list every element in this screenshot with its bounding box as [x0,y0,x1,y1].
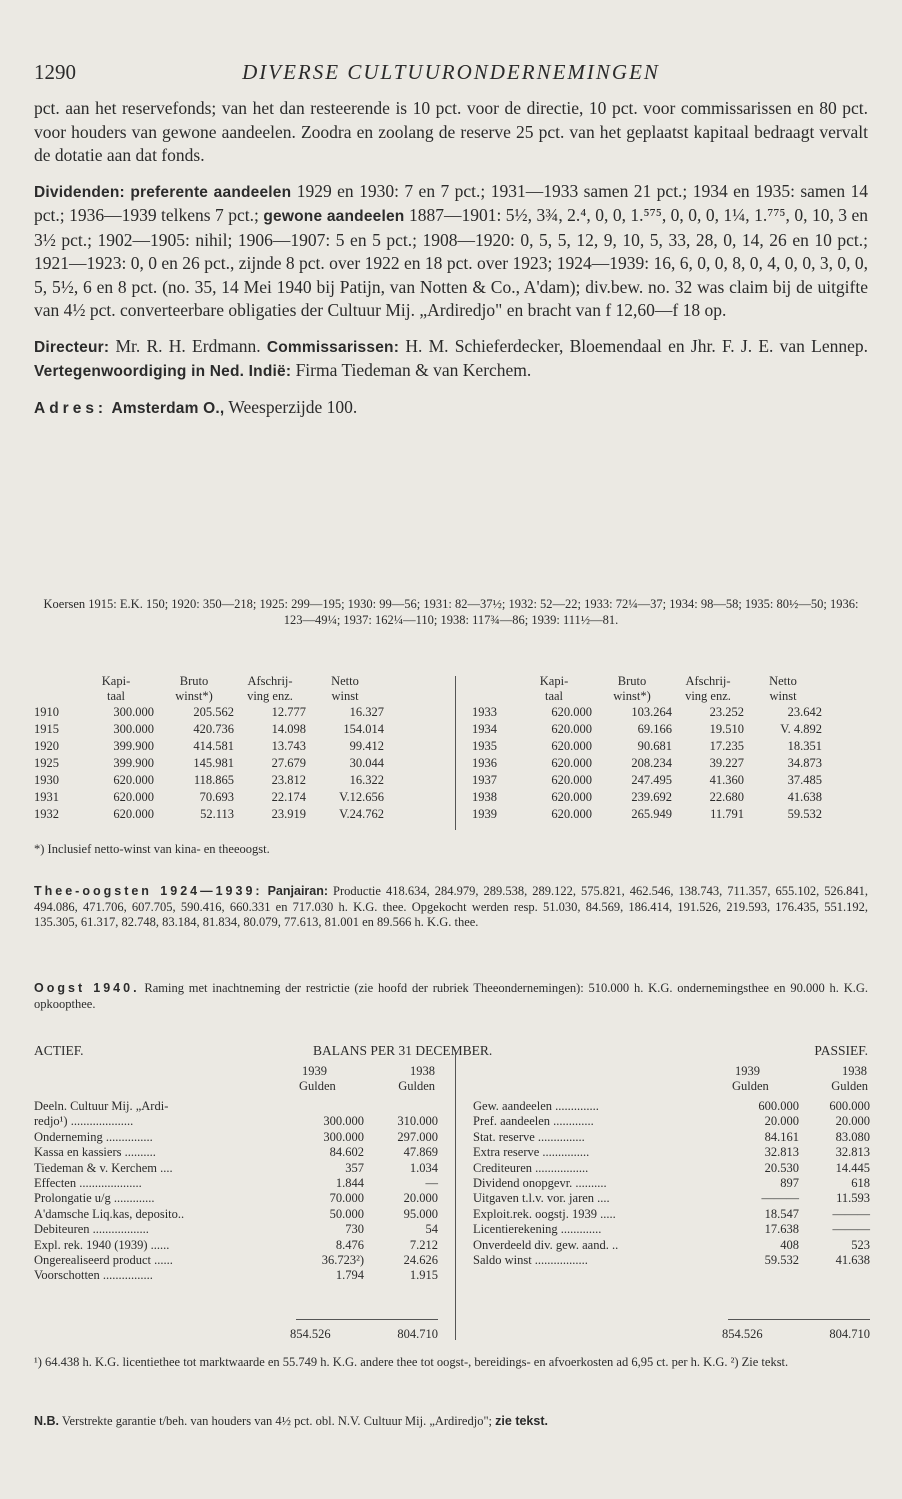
results-right-header-cell [472,674,516,704]
actief-total-rule [296,1319,438,1320]
actief-row [34,1253,438,1268]
commissarissen-text: H. M. Schieferdecker, Bloemendaal en Jhr. F. J. E. van Lennep. [405,335,869,356]
value-cell: 620.000 [551,790,592,804]
actief-label: Debiteuren .................. [34,1222,149,1237]
year-cell: 1938 [472,790,497,804]
passief-row [473,1253,870,1268]
results-right-header-cell: Kapi- taal [539,674,569,703]
value-cell: 247.495 [631,773,672,787]
koersen-paragraph: Koersen 1915: E.K. 150; 1920: 350—218; 1925: 299—195; 1930: 99—56; 1931: 82—37½; 1932: 52—22; 1933: 72¼—37; 1934: 98—58; 1935: 80½—50; 1936: 123—49¼; 1937: 162¼—110; 1938: 117¾—86; 1939: 111½—81. [43,597,859,627]
passief-value-1939: 59.532 [764,1253,799,1268]
actief-value-1939: 357 [345,1160,364,1175]
value-cell: 52.113 [200,807,234,821]
actief-row [34,1268,438,1283]
actief-label: Prolongatie u/g ............. [34,1191,155,1206]
value-cell: 41.360 [709,773,744,787]
actief-value-1938: 1.915 [409,1268,438,1283]
thee-sub: Panjairan: [267,884,329,898]
passief-row [473,1191,870,1206]
passief-row [473,1099,870,1114]
passief-value-1939: 20.530 [764,1160,799,1175]
passief-total-1939: 854.526 [722,1327,763,1341]
actief-row [34,1176,438,1191]
passief-value-1938: 83.080 [835,1129,870,1144]
value-cell: 22.680 [709,790,744,804]
value-cell: 90.681 [637,739,672,753]
actief-value-1938: 20.000 [403,1191,438,1206]
year-cell: 1915 [34,722,59,736]
passief-value-1938: 14.445 [835,1160,870,1175]
value-cell: 399.900 [113,756,154,770]
passief-row [473,1145,870,1160]
passief-row [473,1176,870,1191]
value-cell: 414.581 [193,739,234,753]
actief-value-1938: 1.034 [409,1160,438,1175]
actief-year-headers [290,1064,440,1094]
nb-paragraph [34,1414,868,1430]
value-cell: 19.510 [709,722,744,736]
balans-footnote: ¹) 64.438 h. K.G. licentiethee tot marktwaarde en 55.749 h. K.G. andere thee tot oogst-, bereidings- en afvoerkosten ad 6,95 ct. per h. K.G. ²) Zie tekst. [34,1355,789,1369]
results-table-left [34,674,384,823]
results-right-header-cell: Afschrij- ving enz. [685,674,731,703]
value-cell: 23.919 [271,807,306,821]
passief-value-1938: ——— [832,1206,870,1221]
nb-label: N.B. [34,1414,59,1428]
value-cell: 300.000 [113,722,154,736]
results-right-row [472,772,822,789]
results-left-row [34,704,384,721]
value-cell: 239.692 [631,790,672,804]
passief-value-1938: 41.638 [835,1253,870,1268]
actief-value-1939: 84.602 [329,1145,364,1160]
passief-row [473,1222,870,1237]
balans-divider [455,1050,456,1340]
actief-value-1939: 1.844 [335,1176,364,1191]
year-cell: 1936 [472,756,497,770]
actief-value-1938: 47.869 [403,1145,438,1160]
actief-label: A'damsche Liq.kas, deposito.. [34,1206,185,1221]
value-cell: 620.000 [551,756,592,770]
value-cell: 30.044 [349,756,384,770]
pref-label: preferente aandeelen [130,183,292,201]
value-cell: 41.638 [787,790,822,804]
value-cell: 265.949 [631,807,672,821]
year-cell: 1925 [34,756,59,770]
passief-value-1938: 20.000 [835,1114,870,1129]
actief-label: Tiedeman & v. Kerchem .... [34,1160,173,1175]
results-right-row [472,806,822,823]
directeur-label: Directeur: [34,338,110,356]
passief-table [473,1099,870,1268]
actief-total-1939: 854.526 [290,1327,331,1341]
actief-row [34,1114,438,1129]
passief-row [473,1207,870,1222]
adres-place: Amsterdam O., [111,399,225,417]
nb-tail: zie tekst. [495,1414,548,1428]
results-right-header-cell: Netto winst [769,674,797,703]
results-left-header-cell: Bruto winst*) [175,674,213,703]
actief-label: Voorschotten ................ [34,1268,153,1283]
value-cell: 620.000 [113,773,154,787]
value-cell: 145.981 [193,756,234,770]
passief-value-1938: 618 [851,1176,870,1191]
year-cell: 1931 [34,790,59,804]
results-right-row [472,789,822,806]
actief-value-1938: 310.000 [397,1114,438,1129]
thee-text: Productie 418.634, 284.979, 289.538, 289.122, 575.821, 462.546, 138.743, 711.357, 655.102, 526.841, 494.086, 471.706, 607.705, 590.416, 660.331 en 717.030 h. K.G. thee. Opgekocht werden resp. 51.030, 84.569, 186.414, 191.526, 219.593, 176.435, 551.192, 135.305, 61.317, 82.748, 83.184, 81.834, 80.079, 77.613, 81.001 en 89.566 h. K.G. thee. [34,884,869,929]
value-cell: V. 4.892 [780,722,822,736]
oogst-text: Raming met inachtneming der restrictie (zie hoofd der rubriek Theeondernemingen): 510.000 h. K.G. ondernemingsthee en 90.000 h. K.G. opkoopthee. [34,981,868,1011]
results-left-row [34,772,384,789]
page-title: DIVERSE CULTUURONDERNEMINGEN [242,60,660,84]
actief-label: ACTIEF. [34,1043,84,1058]
value-cell: 23.812 [271,773,306,787]
passief-label: Dividend onopgevr. .......... [473,1176,607,1191]
value-cell: 27.679 [271,756,306,770]
actief-label: Onderneming ............... [34,1129,153,1144]
passief-total-rule [728,1319,870,1320]
year-cell: 1937 [472,773,497,787]
gew-label: gewone aandeelen [263,208,405,225]
passief-value-1938: 32.813 [835,1145,870,1160]
passief-label: Crediteuren ................. [473,1160,589,1175]
value-cell: 208.234 [631,756,672,770]
actief-value-1939: 70.000 [329,1191,364,1206]
year-cell: 1910 [34,705,59,719]
actief-value-1938: — [425,1176,438,1191]
passief-value-1939: ——— [761,1191,799,1206]
value-cell: 620.000 [551,705,592,719]
actief-value-1938: 95.000 [403,1206,438,1221]
passief-value-1939: 17.638 [764,1222,799,1237]
vertegenwoordiging-label: Vertegenwoordiging in Ned. Indië: [34,363,292,380]
value-cell: 39.227 [709,756,744,770]
actief-row [34,1222,438,1237]
passief-label: PASSIEF. [814,1043,868,1058]
value-cell: 205.562 [193,705,234,719]
passief-value-1938: 600.000 [829,1099,870,1113]
value-cell: 37.485 [787,773,822,787]
passief-row [473,1114,870,1129]
value-cell: 420.736 [193,722,234,736]
passief-year-1938: 1938 [842,1064,867,1078]
actief-value-1939: 300.000 [323,1129,364,1144]
actief-row [34,1161,438,1176]
results-left-row [34,755,384,772]
year-cell: 1934 [472,722,497,736]
results-right-header-cell: Bruto winst*) [613,674,651,703]
balans-title: BALANS PER 31 DECEMBER. [313,1043,493,1058]
value-cell: 399.900 [113,739,154,753]
passief-row [473,1130,870,1145]
passief-value-1939: 18.547 [764,1206,799,1221]
passief-label: Extra reserve ............... [473,1145,590,1160]
passief-label: Uitgaven t.l.v. vor. jaren .... [473,1191,610,1206]
results-left-header-cell [34,674,78,704]
actief-unit: Gulden [299,1079,336,1093]
year-cell: 1920 [34,739,59,753]
results-right-row [472,738,822,755]
passief-row [473,1238,870,1253]
actief-table [34,1099,438,1284]
actief-value-1938: 7.212 [409,1237,438,1252]
passief-year-1939: 1939 [735,1064,760,1078]
balans-header [34,1043,868,1061]
year-cell: 1939 [472,807,497,821]
value-cell: 103.264 [631,705,672,719]
vertegenwoordiging-text: Firma Tiedeman & van Kerchem. [295,360,532,380]
commissarissen-label: Commissarissen: [266,338,400,356]
value-cell: 118.865 [193,773,234,787]
nb-text: Verstrekte garantie t/beh. van houders van 4½ pct. obl. N.V. Cultuur Mij. „Ardiredjo"; [61,1414,493,1428]
year-cell: 1930 [34,773,59,787]
body-text [34,97,868,432]
thee-label: Thee-oogsten 1924—1939: [34,884,263,898]
value-cell: 18.351 [787,739,822,753]
value-cell: 620.000 [551,722,592,736]
results-left-row [34,789,384,806]
actief-value-1939: 300.000 [323,1114,364,1129]
results-left-header-cell: Kapi- taal [101,674,131,703]
actief-label: Kassa en kassiers .......... [34,1145,156,1160]
value-cell: 300.000 [113,705,154,719]
value-cell: 17.235 [709,739,744,753]
dividenden-label: Dividenden: [34,183,125,201]
passief-label: Licentierekening ............. [473,1222,602,1237]
actief-value-1938 [364,1099,438,1114]
passief-value-1938: ——— [832,1222,870,1237]
adres-label: Adres: [34,399,108,417]
actief-label: Effecten .................... [34,1176,142,1191]
results-table-right [472,674,822,823]
value-cell: 16.322 [349,773,384,787]
actief-value-1939: 1.794 [335,1268,364,1283]
actief-value-1939 [284,1099,364,1114]
actief-year-1939: 1939 [302,1064,327,1078]
results-right-row [472,704,822,721]
directie-paragraph [34,335,868,384]
gew-text: 1887—1901: 5½, 3¾, 2.⁴, 0, 0, 1.⁵⁷⁵, 0, 0, 0, 1¼, 1.⁷⁷⁵, 0, 10, 3 en 3½ pct.; 1902—1905: nihil; 1906—1907: 5 en 5 pct.; 1908—1920: 0, 5, 5, 12, 9, 10, 5, 33, 28, 0, 14, 26 en 10 pct.; 1921—1923: 0, 0 en 26 pct., zijnde 8 pct. over 1922 en 18 pct. over 1923; 1924—1939: 16, 6, 0, 0, 8, 0, 4, 0, 0, 3, 0, 0, 5, 5½, 6 en 8 pct. (no. 35, 14 Mei 1940 bij Patijn, van Notten & Co., A'dam); div.bew. no. 32 was claim bij de uitgifte van 4½ pct. converteerbare obligaties der Cultuur Mij. „Ardiredjo" en bracht van f 12,60—f 18 op. [34,205,869,320]
actief-total-1938: 804.710 [397,1327,438,1341]
passief-value-1939: 32.813 [764,1145,799,1160]
dividenden-paragraph [34,180,868,323]
results-right-row [472,755,822,772]
actief-label: Expl. rek. 1940 (1939) ...... [34,1237,170,1252]
passief-value-1939: 408 [780,1237,799,1252]
actief-value-1939: 36.723²) [321,1253,364,1268]
directeur-text: Mr. R. H. Erdmann. [115,335,261,356]
page-number: 1290 [34,60,76,84]
passief-value-1939: 84.161 [764,1129,799,1144]
value-cell: V.12.656 [339,790,384,804]
value-cell: V.24.762 [339,807,384,821]
actief-row [34,1145,438,1160]
thee-paragraph [34,884,868,931]
value-cell: 34.873 [787,756,822,770]
results-left-row [34,721,384,738]
passief-value-1939: 897 [780,1176,799,1191]
actief-label: Deeln. Cultuur Mij. „Ardi- [34,1099,169,1113]
actief-value-1938: 24.626 [403,1253,438,1268]
actief-row [34,1238,438,1253]
passief-label: Pref. aandeelen ............. [473,1114,594,1129]
passief-label: Exploit.rek. oogstj. 1939 ..... [473,1206,616,1221]
value-cell: 23.642 [787,705,822,719]
passief-label: Stat. reserve ............... [473,1129,585,1144]
passief-label: Onverdeeld div. gew. aand. .. [473,1237,619,1252]
actief-value-1939: 730 [345,1222,364,1237]
passief-value-1939: 600.000 [758,1099,799,1113]
value-cell: 620.000 [113,790,154,804]
actief-value-1939: 8.476 [335,1237,364,1252]
passief-value-1938: 523 [851,1237,870,1252]
results-right-row [472,721,822,738]
value-cell: 11.791 [710,807,744,821]
value-cell: 620.000 [551,739,592,753]
passief-total-1938: 804.710 [829,1327,870,1341]
year-cell: 1935 [472,739,497,753]
actief-value-1938: 54 [425,1222,438,1237]
actief-year-1938: 1938 [410,1064,435,1078]
value-cell: 620.000 [551,773,592,787]
passief-totals [722,1327,870,1342]
passief-unit: Gulden [732,1079,769,1093]
actief-value-1939: 50.000 [329,1206,364,1221]
value-cell: 70.693 [199,790,234,804]
value-cell: 22.174 [271,790,306,804]
intro-paragraph: pct. aan het reservefonds; van het dan resteerende is 10 pct. voor de directie, 10 pct. voor commissarissen en 80 pct. voor houders van gewone aandeelen. Zoodra en zoolang de reserve 25 pct. van het geplaatst kapitaal bedraagt vervalt de dotatie aan dat fonds. [34,98,868,165]
passief-value-1938: 11.593 [836,1191,870,1206]
passief-label: Saldo winst ................. [473,1253,588,1268]
passief-row [473,1161,870,1176]
passief-value-1939: 20.000 [764,1114,799,1129]
actief-totals [290,1327,438,1342]
year-cell: 1932 [34,807,59,821]
adres-paragraph [34,396,868,421]
running-header [34,60,868,90]
passief-unit: Gulden [831,1079,868,1093]
actief-unit: Gulden [398,1079,435,1093]
actief-label: redjo¹) .................... [34,1114,134,1129]
passief-label: Gew. aandeelen .............. [473,1099,599,1113]
value-cell: 23.252 [709,705,744,719]
value-cell: 99.412 [349,739,384,753]
results-left-row [34,806,384,823]
value-cell: 620.000 [113,807,154,821]
value-cell: 16.327 [349,705,384,719]
year-cell: 1933 [472,705,497,719]
value-cell: 14.098 [271,722,306,736]
actief-row [34,1191,438,1206]
table-divider [455,676,456,830]
value-cell: 69.166 [637,722,672,736]
actief-label: Ongerealiseerd product ...... [34,1253,173,1268]
value-cell: 620.000 [551,807,592,821]
value-cell: 59.532 [787,807,822,821]
value-cell: 12.777 [271,705,306,719]
oogst-paragraph [34,981,868,1012]
oogst-label: Oogst 1940. [34,981,140,995]
actief-row [34,1207,438,1222]
value-cell: 154.014 [343,722,384,736]
actief-value-1938: 297.000 [397,1129,438,1144]
adres-street: Weesperzijde 100. [228,396,358,417]
results-left-row [34,738,384,755]
actief-row [34,1099,438,1114]
results-left-header-cell: Afschrij- ving enz. [247,674,293,703]
pref-text: 1929 en 1930: 7 en 7 pct.; 1931—1933 samen 21 pct.; 1934 en 1935: samen 14 pct.; 1936—1939 telkens 7 pct.; [34,180,868,225]
passief-year-headers [722,1064,872,1094]
value-cell: 13.743 [271,739,306,753]
results-footnote: *) Inclusief netto-winst van kina- en theeoogst. [34,842,270,856]
actief-row [34,1130,438,1145]
results-left-header-cell: Netto winst [331,674,359,703]
